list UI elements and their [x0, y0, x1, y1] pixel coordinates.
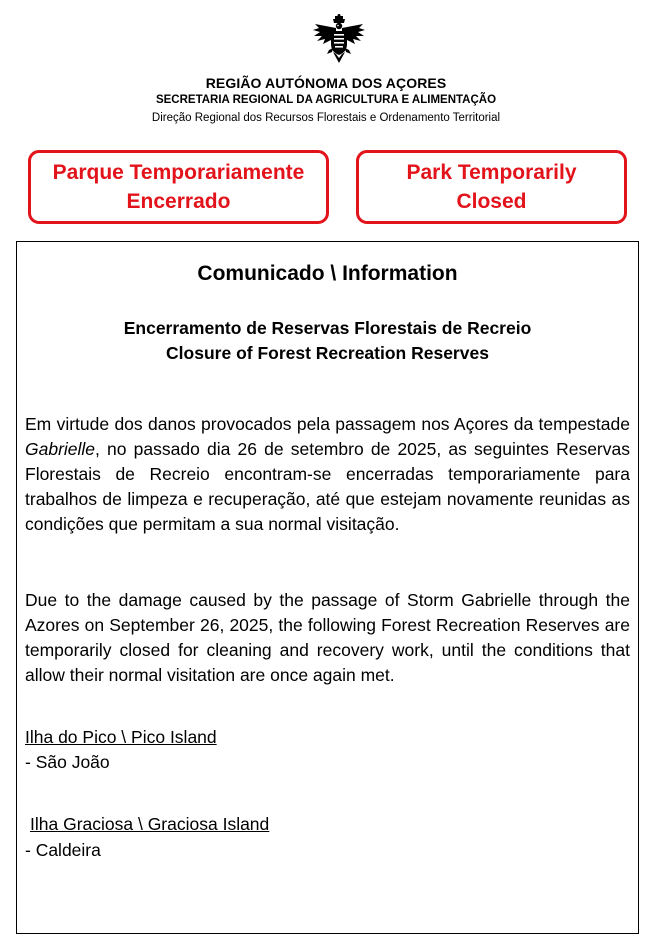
paragraph-pt-part2: , no passado dia 26 de setembro de 2025, as seguintes Reservas Florestais de Recreio encontram-se encerradas temporariamente para trabalhos de limpeza e recuperação, até que estejam novamente reunidas as condições que permitam a sua normal visitação. — [25, 439, 630, 534]
secretariat-name: SECRETARIA REGIONAL DA AGRICULTURA E ALIMENTAÇÃO — [155, 94, 497, 106]
storm-name: Gabrielle — [25, 439, 96, 459]
park-closed-banner-pt — [28, 150, 329, 224]
reserve-item-caldeira: - Caldeira — [25, 840, 101, 860]
notice-subtitle — [17, 316, 638, 366]
coat-of-arms-emblem — [311, 14, 367, 64]
paragraph-pt — [25, 412, 630, 537]
subtitle-en: Closure of Forest Recreation Reserves — [166, 343, 489, 363]
island-heading-graciosa: Ilha Graciosa \ Graciosa Island — [30, 814, 270, 834]
banner-pt-line2: Encerrado — [126, 190, 231, 213]
directorate-name: Direção Regional dos Recursos Florestais e Ordenamento Territorial — [151, 112, 501, 124]
banner-en-line1: Park Temporarily — [406, 161, 577, 184]
park-closed-banner-en — [356, 150, 627, 224]
region-name: REGIÃO AUTÓNOMA DOS AÇORES — [205, 75, 447, 91]
island-heading-pico: Ilha do Pico \ Pico Island — [25, 727, 217, 747]
notice-box — [16, 241, 639, 934]
banner-pt-line1: Parque Temporariamente — [52, 161, 305, 184]
paragraph-en: Due to the damage caused by the passage of Storm Gabrielle through the Azores on September 26, 2025, the following Forest Recreation Reserves are temporarily closed for cleaning and recovery work, until the conditions that allow their normal visitation are once again met. — [25, 590, 630, 685]
subtitle-pt: Encerramento de Reservas Florestais de Recreio — [123, 318, 532, 338]
reserve-item-sao-joao: - São João — [25, 752, 110, 772]
notice-title: Comunicado \ Information — [197, 262, 458, 285]
banner-en-line2: Closed — [456, 190, 527, 213]
paragraph-pt-part1: Em virtude dos danos provocados pela passagem nos Açores da tempestade — [25, 414, 630, 434]
